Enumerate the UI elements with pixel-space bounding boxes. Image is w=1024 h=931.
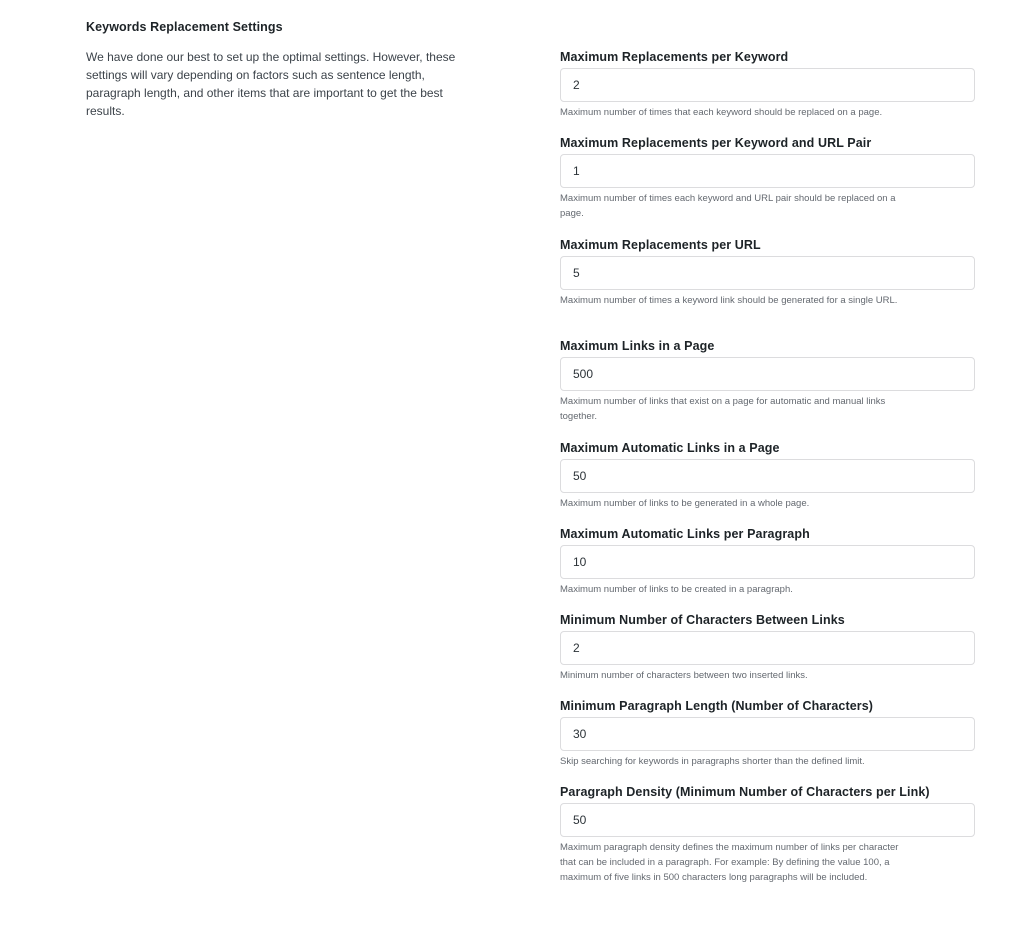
field-label: Minimum Paragraph Length (Number of Characters) xyxy=(560,699,874,713)
max-replacements-per-url-input[interactable] xyxy=(560,256,975,290)
field-min-paragraph-length xyxy=(560,697,976,783)
min-characters-between-links-input[interactable] xyxy=(560,631,975,665)
field-label: Maximum Replacements per Keyword and URL Pair xyxy=(560,136,872,150)
max-links-in-page-input[interactable] xyxy=(560,357,975,391)
section-title: Keywords Replacement Settings xyxy=(86,20,283,34)
field-paragraph-density xyxy=(560,783,976,885)
section-description: We have done our best to set up the optimal settings. However, these settings will vary depending on factors such as sentence length, paragraph length, and other items that are important to get the best results. xyxy=(86,50,456,118)
field-label: Maximum Links in a Page xyxy=(560,339,715,353)
field-label: Paragraph Density (Minimum Number of Characters per Link) xyxy=(560,785,930,799)
field-label: Maximum Automatic Links in a Page xyxy=(560,441,780,455)
field-help: Maximum number of times that each keyword should be replaced on a page. xyxy=(560,107,883,118)
field-max-replacements-per-keyword-url-pair xyxy=(560,134,976,236)
field-help: Maximum number of links to be created in a paragraph. xyxy=(560,584,793,595)
field-help: Maximum number of times a keyword link should be generated for a single URL. xyxy=(560,295,898,306)
field-help: Maximum paragraph density defines the maximum number of links per character that can be included in a paragraph. For example: By defining the value 100, a maximum of five links in 500 characters long paragraphs will be included. xyxy=(560,842,899,883)
field-help: Minimum number of characters between two inserted links. xyxy=(560,670,808,681)
max-automatic-links-per-paragraph-input[interactable] xyxy=(560,545,975,579)
field-help: Maximum number of links to be generated in a whole page. xyxy=(560,498,810,509)
paragraph-density-input[interactable] xyxy=(560,803,975,837)
field-label: Maximum Automatic Links per Paragraph xyxy=(560,527,810,541)
field-max-automatic-links-per-paragraph xyxy=(560,525,976,611)
field-help: Maximum number of times each keyword and URL pair should be replaced on a page. xyxy=(560,193,896,219)
field-max-replacements-per-keyword xyxy=(560,48,976,134)
field-label: Maximum Replacements per Keyword xyxy=(560,50,789,64)
field-label: Maximum Replacements per URL xyxy=(560,238,761,252)
field-max-links-in-page xyxy=(560,337,976,439)
settings-form xyxy=(560,48,976,885)
field-help: Maximum number of links that exist on a page for automatic and manual links together. xyxy=(560,396,886,422)
max-replacements-per-keyword-input[interactable] xyxy=(560,68,975,102)
field-max-automatic-links-in-page xyxy=(560,439,976,525)
field-help: Skip searching for keywords in paragraphs shorter than the defined limit. xyxy=(560,756,865,767)
max-replacements-per-keyword-url-pair-input[interactable] xyxy=(560,154,975,188)
section-intro xyxy=(86,20,466,120)
field-label: Minimum Number of Characters Between Links xyxy=(560,613,845,627)
max-automatic-links-in-page-input[interactable] xyxy=(560,459,975,493)
field-max-replacements-per-url xyxy=(560,236,976,337)
field-min-characters-between-links xyxy=(560,611,976,697)
min-paragraph-length-input[interactable] xyxy=(560,717,975,751)
